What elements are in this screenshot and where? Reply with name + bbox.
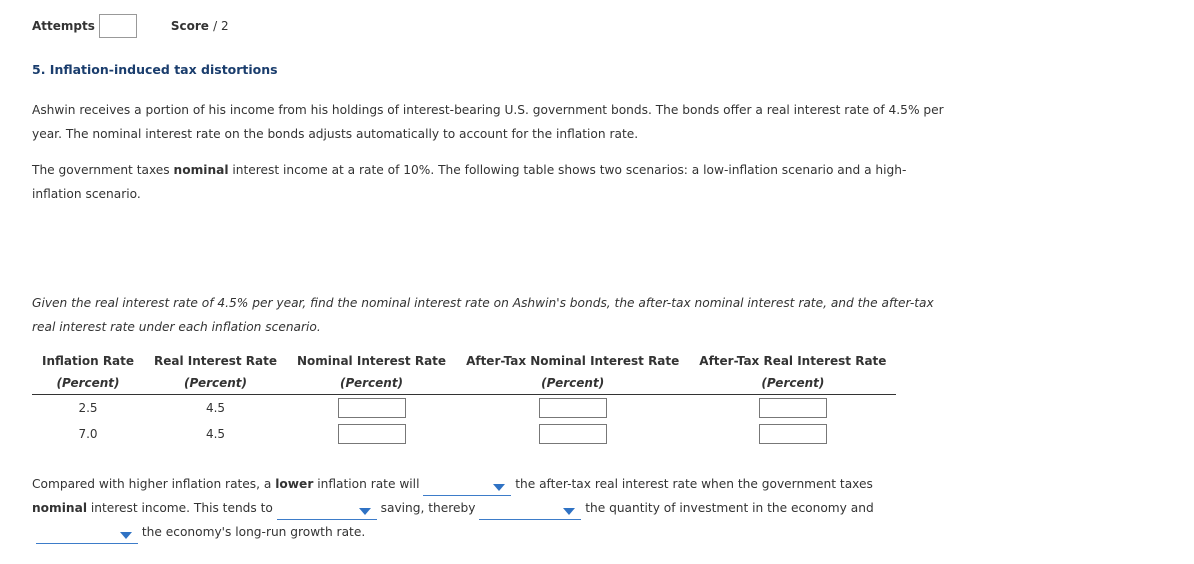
nominal-rate-input-low[interactable] <box>338 398 406 418</box>
s1-text-b: inflation rate will <box>313 477 420 491</box>
table-subheader-row <box>32 372 896 395</box>
s2-bold: nominal <box>32 501 88 515</box>
chevron-down-icon <box>359 508 371 515</box>
real-rate-cell: 4.5 <box>205 427 226 441</box>
after-tax-real-cell <box>689 421 896 447</box>
after-tax-nominal-cell <box>456 421 689 447</box>
header-after-tax-real: After-Tax Real Interest Rate <box>699 354 887 368</box>
after-tax-nominal-input-high[interactable] <box>539 424 607 444</box>
nominal-rate-input-high[interactable] <box>338 424 406 444</box>
tax-paragraph <box>32 158 952 206</box>
chevron-down-icon <box>493 484 505 491</box>
score-label <box>171 19 229 33</box>
header-inflation-rate: Inflation Rate <box>42 354 135 368</box>
table-row <box>32 421 896 447</box>
subheader-percent: (Percent) <box>456 372 689 395</box>
s2-text-c: the quantity of investment in the economy and <box>585 501 874 515</box>
after-tax-nominal-cell <box>456 395 689 422</box>
tax-text-a: The government taxes <box>32 163 174 177</box>
saving-dropdown[interactable] <box>277 501 377 520</box>
header-nominal-interest-rate: Nominal Interest Rate <box>297 354 447 368</box>
tax-line-2: inflation scenario. <box>32 187 141 201</box>
attempts-score-bar <box>32 12 229 40</box>
score-max: / 2 <box>213 19 229 33</box>
instruction-line-1: Given the real interest rate of 4.5% per year, find the nominal interest rate on Ashwin's bonds, the after-tax nominal interest rate, and the after-tax <box>32 296 934 310</box>
interest-rate-table <box>32 350 896 447</box>
after-tax-real-input-low[interactable] <box>759 398 827 418</box>
growth-rate-dropdown[interactable] <box>36 525 138 544</box>
after-tax-real-input-high[interactable] <box>759 424 827 444</box>
nominal-rate-cell <box>287 421 456 447</box>
attempts-box <box>99 14 137 38</box>
instruction-line-2: real interest rate under each inflation scenario. <box>32 320 321 334</box>
after-tax-rate-dropdown[interactable] <box>423 477 511 496</box>
s1-text-c: the after-tax real interest rate when the government taxes <box>515 477 873 491</box>
score-text: Score <box>170 19 209 33</box>
real-rate-cell: 4.5 <box>205 401 226 415</box>
s2-text-a: interest income. This tends to <box>87 501 273 515</box>
intro-paragraph <box>32 98 952 146</box>
fill-in-line-1 <box>32 472 873 496</box>
table-row <box>32 395 896 422</box>
instruction-paragraph <box>32 291 952 339</box>
subheader-percent: (Percent) <box>287 372 456 395</box>
after-tax-nominal-input-low[interactable] <box>539 398 607 418</box>
tax-text-b: interest income at a rate of 10%. The following table shows two scenarios: a low-inflation scenario and a high- <box>228 163 907 177</box>
subheader-percent: (Percent) <box>32 372 144 395</box>
inflation-rate-cell: 7.0 <box>78 427 98 441</box>
chevron-down-icon <box>563 508 575 515</box>
attempts-label: Attempts <box>32 19 95 33</box>
after-tax-real-cell <box>689 395 896 422</box>
question-title: 5. Inflation-induced tax distortions <box>32 62 278 77</box>
s3-text-a: the economy's long-run growth rate. <box>141 525 366 539</box>
chevron-down-icon <box>120 532 132 539</box>
intro-line-2: year. The nominal interest rate on the bonds adjusts automatically to account for the inflation rate. <box>32 127 639 141</box>
s2-text-b: saving, thereby <box>380 501 476 515</box>
subheader-percent: (Percent) <box>144 372 287 395</box>
nominal-rate-cell <box>287 395 456 422</box>
investment-dropdown[interactable] <box>479 501 581 520</box>
fill-in-line-2 <box>32 496 874 520</box>
tax-line-1 <box>32 158 952 182</box>
header-real-interest-rate: Real Interest Rate <box>154 354 278 368</box>
tax-bold: nominal <box>173 163 229 177</box>
subheader-percent: (Percent) <box>689 372 896 395</box>
inflation-rate-cell: 2.5 <box>78 401 98 415</box>
header-after-tax-nominal: After-Tax Nominal Interest Rate <box>466 354 680 368</box>
s1-text-a: Compared with higher inflation rates, a <box>32 477 276 491</box>
table-header-row <box>32 350 896 372</box>
intro-line-1: Ashwin receives a portion of his income from his holdings of interest-bearing U.S. government bonds. The bonds offer a real interest rate of 4.5% per <box>32 103 944 117</box>
fill-in-line-3 <box>36 520 365 544</box>
s1-bold: lower <box>275 477 314 491</box>
